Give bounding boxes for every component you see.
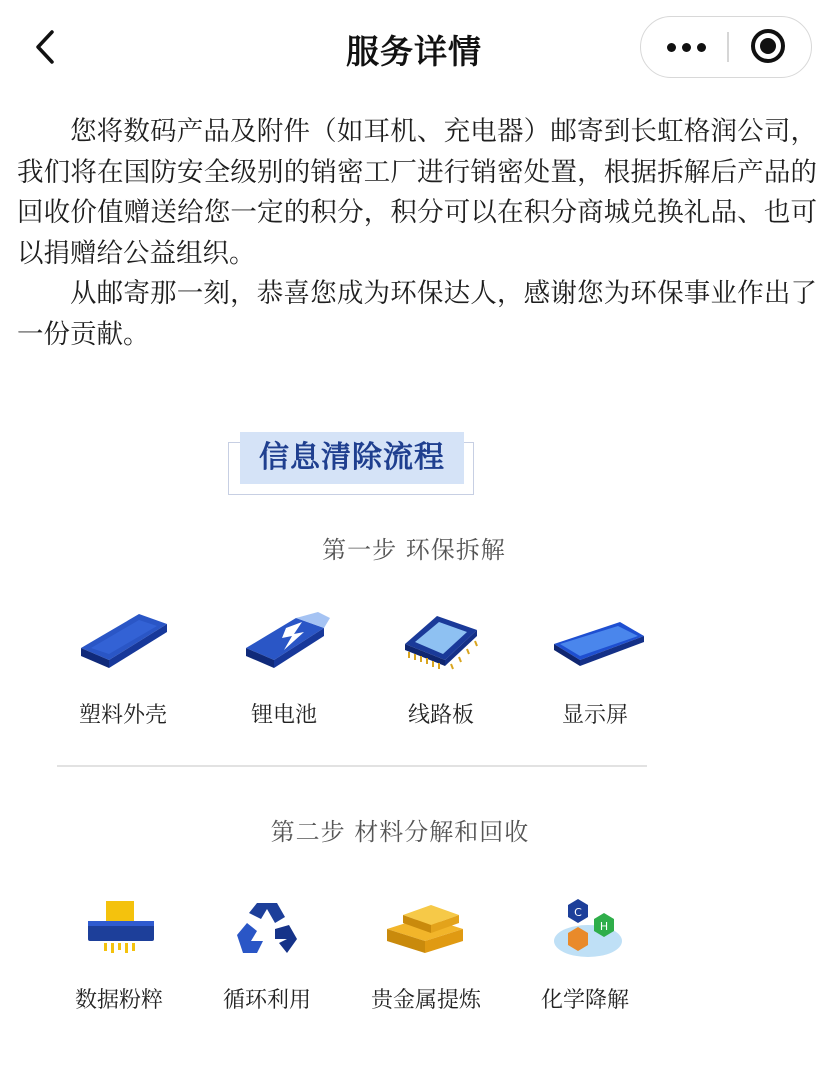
gold-bars-icon bbox=[381, 895, 471, 961]
svg-text:C: C bbox=[574, 906, 582, 919]
flow-heading-label: 信息清除流程 bbox=[259, 440, 445, 475]
recycle-icon bbox=[227, 895, 307, 961]
step-divider bbox=[57, 765, 647, 767]
item-label: 显示屏 bbox=[561, 703, 628, 728]
svg-text:H: H bbox=[599, 920, 609, 933]
flow-heading bbox=[228, 432, 476, 496]
item-label: 循环利用 bbox=[222, 988, 311, 1013]
battery-icon bbox=[234, 608, 334, 674]
item-label: 化学降解 bbox=[540, 988, 629, 1013]
molecule-icon bbox=[540, 895, 630, 961]
step-2-title: 第二步 材料分解和回收 bbox=[270, 818, 530, 846]
intro-paragraph-2: 从邮寄那一刻，恭喜您成为环保达人，感谢您为环保事业作出了一份贡献。 bbox=[17, 278, 817, 350]
mini-program-capsule bbox=[640, 16, 812, 78]
step-1-title: 第一步 环保拆解 bbox=[322, 536, 506, 564]
phone-shell-icon bbox=[73, 608, 173, 674]
item-label: 贵金属提炼 bbox=[370, 988, 481, 1013]
more-button[interactable] bbox=[641, 17, 727, 76]
item-label: 塑料外壳 bbox=[78, 703, 167, 728]
item-label: 锂电池 bbox=[250, 703, 317, 728]
nav-bar bbox=[0, 0, 828, 96]
item-label: 线路板 bbox=[407, 703, 474, 728]
page-title: 服务详情 bbox=[346, 32, 482, 71]
intro-paragraph-1: 您将数码产品及附件（如耳机、充电器）邮寄到长虹格润公司，我们将在国防安全级别的销密工厂进行销密处置，根据拆解后产品的回收价值赠送给您一定的积分，积分可以在积分商城兑换礼品、也可以捐赠给公益组织。 bbox=[17, 116, 817, 269]
shredder-icon bbox=[74, 895, 164, 961]
chip-icon bbox=[391, 608, 491, 674]
screen-icon bbox=[540, 608, 650, 674]
intro-text bbox=[17, 112, 817, 355]
item-label: 数据粉粹 bbox=[74, 988, 163, 1013]
close-button[interactable] bbox=[728, 17, 812, 76]
